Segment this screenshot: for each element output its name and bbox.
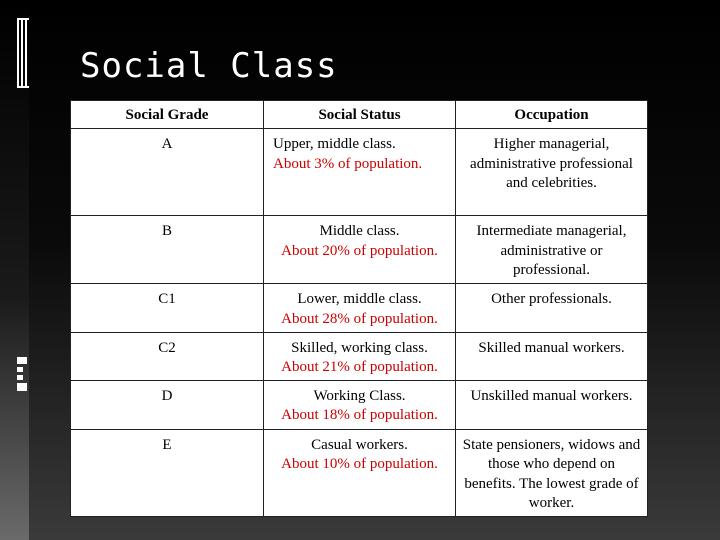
occupation-cell: Other professionals. (456, 284, 648, 332)
status-cell (264, 380, 456, 429)
occupation-cell: Skilled manual workers. (456, 332, 648, 380)
occupation-cell: Unskilled manual workers. (456, 380, 648, 429)
header-social-grade: Social Grade (71, 101, 264, 129)
table-row (71, 380, 648, 429)
status-text: Working Class. (313, 387, 406, 404)
social-class-table (70, 100, 648, 517)
population-text: About 28% of population. (281, 310, 438, 327)
grade-cell: C2 (71, 332, 264, 380)
population-text: About 21% of population. (281, 359, 438, 375)
occupation-cell: Higher managerial, administrative professional and celebrities. (456, 129, 648, 216)
block-ornament-icon (17, 357, 29, 397)
grade-cell: B (71, 216, 264, 284)
table-row (71, 332, 648, 380)
status-cell (264, 216, 456, 284)
grade-cell: D (71, 380, 264, 429)
status-text: Middle class. (319, 223, 400, 240)
occupation-cell: Intermediate managerial, administrative or professional. (456, 216, 648, 284)
table-row (71, 216, 648, 284)
header-occupation: Occupation (456, 101, 648, 129)
slide-title: Social Class (80, 46, 338, 86)
population-text: About 20% of population. (281, 242, 438, 259)
header-social-status: Social Status (264, 101, 456, 129)
status-cell (264, 429, 456, 516)
status-text: Casual workers. (311, 436, 408, 453)
status-cell (264, 129, 456, 216)
status-text: Skilled, working class. (291, 339, 428, 356)
table-row (71, 284, 648, 332)
population-text: About 3% of population. (273, 155, 423, 172)
stripe-ornament-icon (17, 18, 29, 90)
population-text: About 10% of population. (281, 456, 438, 473)
table-header-row (71, 101, 648, 129)
table-row (71, 429, 648, 516)
status-cell (264, 332, 456, 380)
occupation-cell: State pensioners, widows and those who depend on benefits. The lowest grade of worker. (456, 429, 648, 516)
status-text: Upper, middle class. (273, 136, 396, 152)
grade-cell: A (71, 129, 264, 216)
table-row (71, 129, 648, 216)
status-cell (264, 284, 456, 332)
population-text: About 18% of population. (281, 407, 438, 424)
status-text: Lower, middle class. (297, 291, 422, 308)
grade-cell: C1 (71, 284, 264, 332)
grade-cell: E (71, 429, 264, 516)
